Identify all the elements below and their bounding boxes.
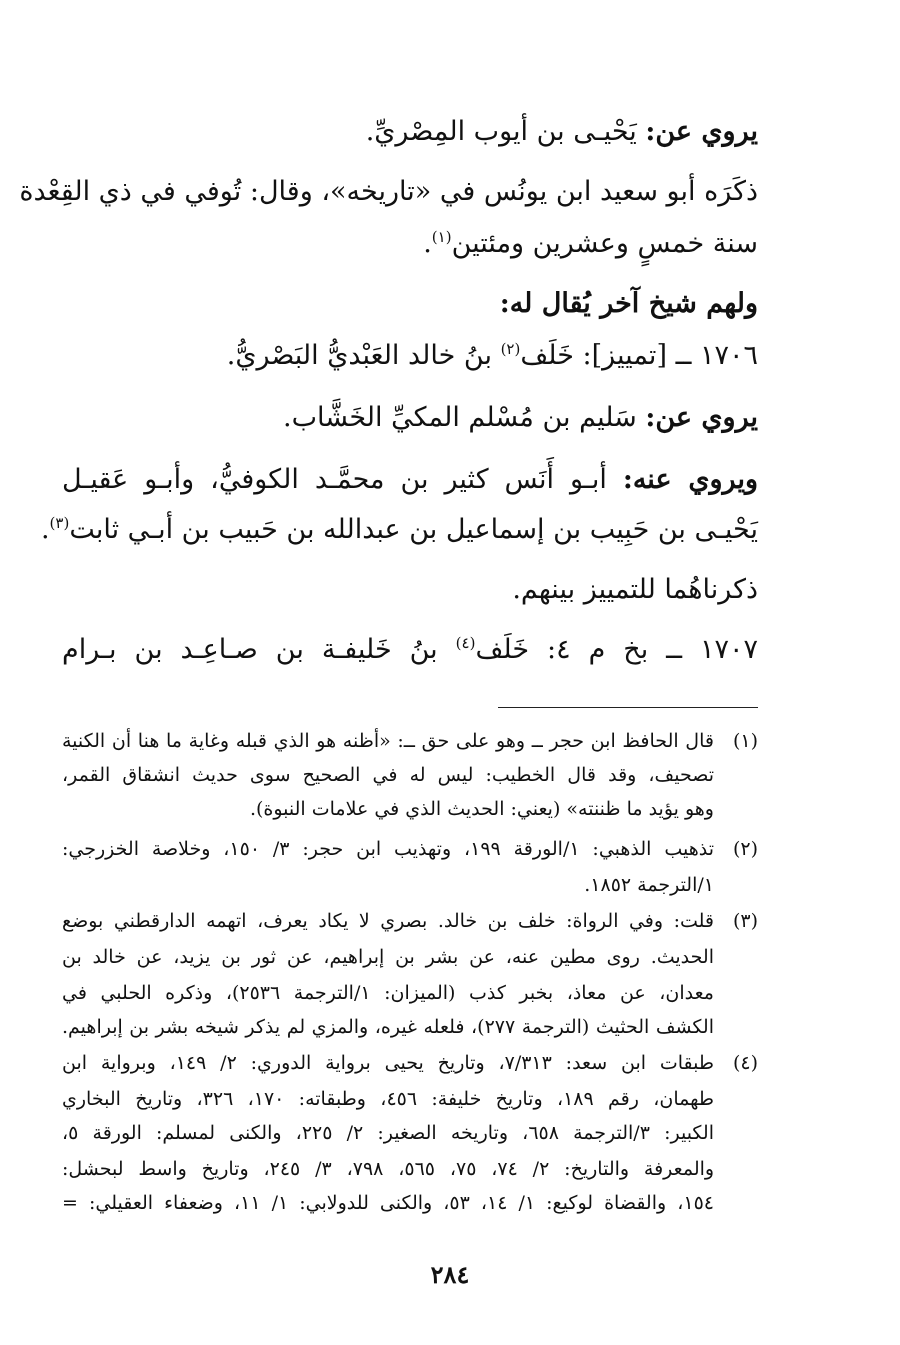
page-number: ٢٨٤	[430, 1260, 470, 1289]
body-text: .	[40, 514, 50, 545]
narrates-from-label: يروي عن:	[645, 116, 758, 147]
footnote-number: (٤)	[732, 1052, 758, 1074]
footnote-line: طهمان، رقم ١٨٩، وتاريخ خليفة: ٤٥٦، وطبقاته: ١٧٠، ٣٢٦، وتاريخ البخاري	[62, 1088, 714, 1110]
text-line	[62, 224, 758, 264]
footnote-number: (١)	[732, 730, 758, 752]
narrator-name: سَليم بن مُسْلم المكيِّ الخَشَّاب.	[283, 402, 646, 433]
footnote-line: طبقات ابن سعد: ٧/٣١٣، وتاريخ يحيى برواية الدوري: ٢/ ١٤٩، وبرواية ابن	[62, 1052, 714, 1074]
entry-title: ١٧٠٦ ــ [تمييز]: خَلَف	[520, 340, 758, 371]
text-line	[40, 510, 758, 550]
footnote-line: وهو يؤيد ما ظننته» (يعني: الحديث الذي في علامات النبوة).	[249, 798, 714, 820]
entry-heading	[62, 630, 758, 670]
narrator-name: يَحْيـى بن أيوب المِصْريِّ.	[365, 116, 646, 147]
footnote-line: الحديث. روى مطين عنه، عن بشر بن إبراهيم، عن ثور بن يزيد، عن خالد بن	[62, 946, 714, 968]
text-line	[62, 570, 758, 610]
body-text: سنة خمسٍ وعشرين ومئتين	[451, 228, 758, 259]
heading-text: ولهم شيخ آخر يُقال له:	[499, 288, 758, 319]
entry-title: بنُ خَليفـة بن صـاعِـد بن بـرام	[62, 634, 456, 665]
footnote-line: معدان، عن معاذ، بخبر كذب (الميزان: ١/الترجمة ٢٥٣٦)، وذكره الحلبي في	[62, 982, 714, 1004]
footnote-number: (٣)	[732, 910, 758, 932]
footnote-line: ١/الترجمة ١٨٥٢.	[584, 874, 714, 896]
body-text: ذكرناهُما للتمييز بينهم.	[512, 574, 758, 605]
footnote-marker: (١)	[431, 228, 452, 246]
narrates-from-label: يروي عن:	[645, 402, 758, 433]
footnote-line: الكشف الحثيث (الترجمة ٢٧٧)، فلعله غيره، والمزي لم يذكر شيخه بشر بن إبراهيم.	[62, 1016, 714, 1038]
footnote-line: قلت: وفي الرواة: خلف بن خالد. بصري لا يكاد يعرف، اتهمه الدارقطني بوضع	[62, 910, 714, 932]
footnote-marker: (٣)	[49, 514, 70, 532]
entry-heading	[62, 336, 758, 376]
footnote-marker: (٢)	[500, 340, 521, 358]
footnote-number: (٢)	[732, 838, 758, 860]
text-line	[62, 112, 758, 152]
footnote-line: تصحيف، وقد قال الخطيب: ليس له في الصحيح سوى حديث انشقاق القمر،	[62, 764, 714, 786]
footnote-line: الكبير: ٣/الترجمة ٦٥٨، وتاريخه الصغير: ٢/ ٢٢٥، والكنى لمسلم: الورقة ٥،	[62, 1122, 714, 1144]
text-line	[62, 460, 758, 500]
footnote-marker: (٤)	[455, 634, 476, 652]
body-text: .	[423, 228, 432, 259]
footnote-line: ١٥٤، والقضاة لوكيع: ١/ ١٤، ٥٣، والكنى للدولابي: ١/ ١١، وضعفاء العقيلي: =	[62, 1192, 714, 1214]
body-text: ذكَرَه أبو سعيد ابن يونُس في «تاريخه»، وقال: تُوفي في ذي القِعْدة	[19, 176, 758, 207]
text-line	[62, 398, 758, 438]
narrator-names: يَحْيـى بن حَبِيب بن إسماعيل بن عبدالله بن حَبيب بن أبـي ثابت	[69, 514, 758, 545]
footnote-line: تذهيب الذهبي: ١/الورقة ١٩٩، وتهذيب ابن حجر: ٣/ ١٥٠، وخلاصة الخزرجي:	[62, 838, 714, 860]
footnote-line: والمعرفة والتاريخ: ٢/ ٧٤، ٧٥، ٥٦٥، ٧٩٨، ٣/ ٢٤٥، وتاريخ واسط لبحشل:	[62, 1158, 715, 1180]
footnote-line: قال الحافظ ابن حجر ــ وهو على حق ــ: «أظنه هو الذي قبله وغاية ما هنا أن الكنية	[62, 730, 714, 752]
entry-title: ١٧٠٧ ــ بخ م ٤: خَلَف	[475, 634, 758, 665]
narrator-names: أبـو أَنَس كثير بن محمَّـد الكوفيُّ، وأبـو عَقيـل	[62, 464, 623, 495]
narrated-by-label: ويروي عنه:	[622, 464, 758, 495]
footnote-separator	[498, 707, 758, 708]
section-heading	[62, 284, 758, 324]
entry-title: بنُ خالد العَبْديُّ البَصْريُّ.	[226, 340, 501, 371]
text-line	[19, 172, 758, 212]
